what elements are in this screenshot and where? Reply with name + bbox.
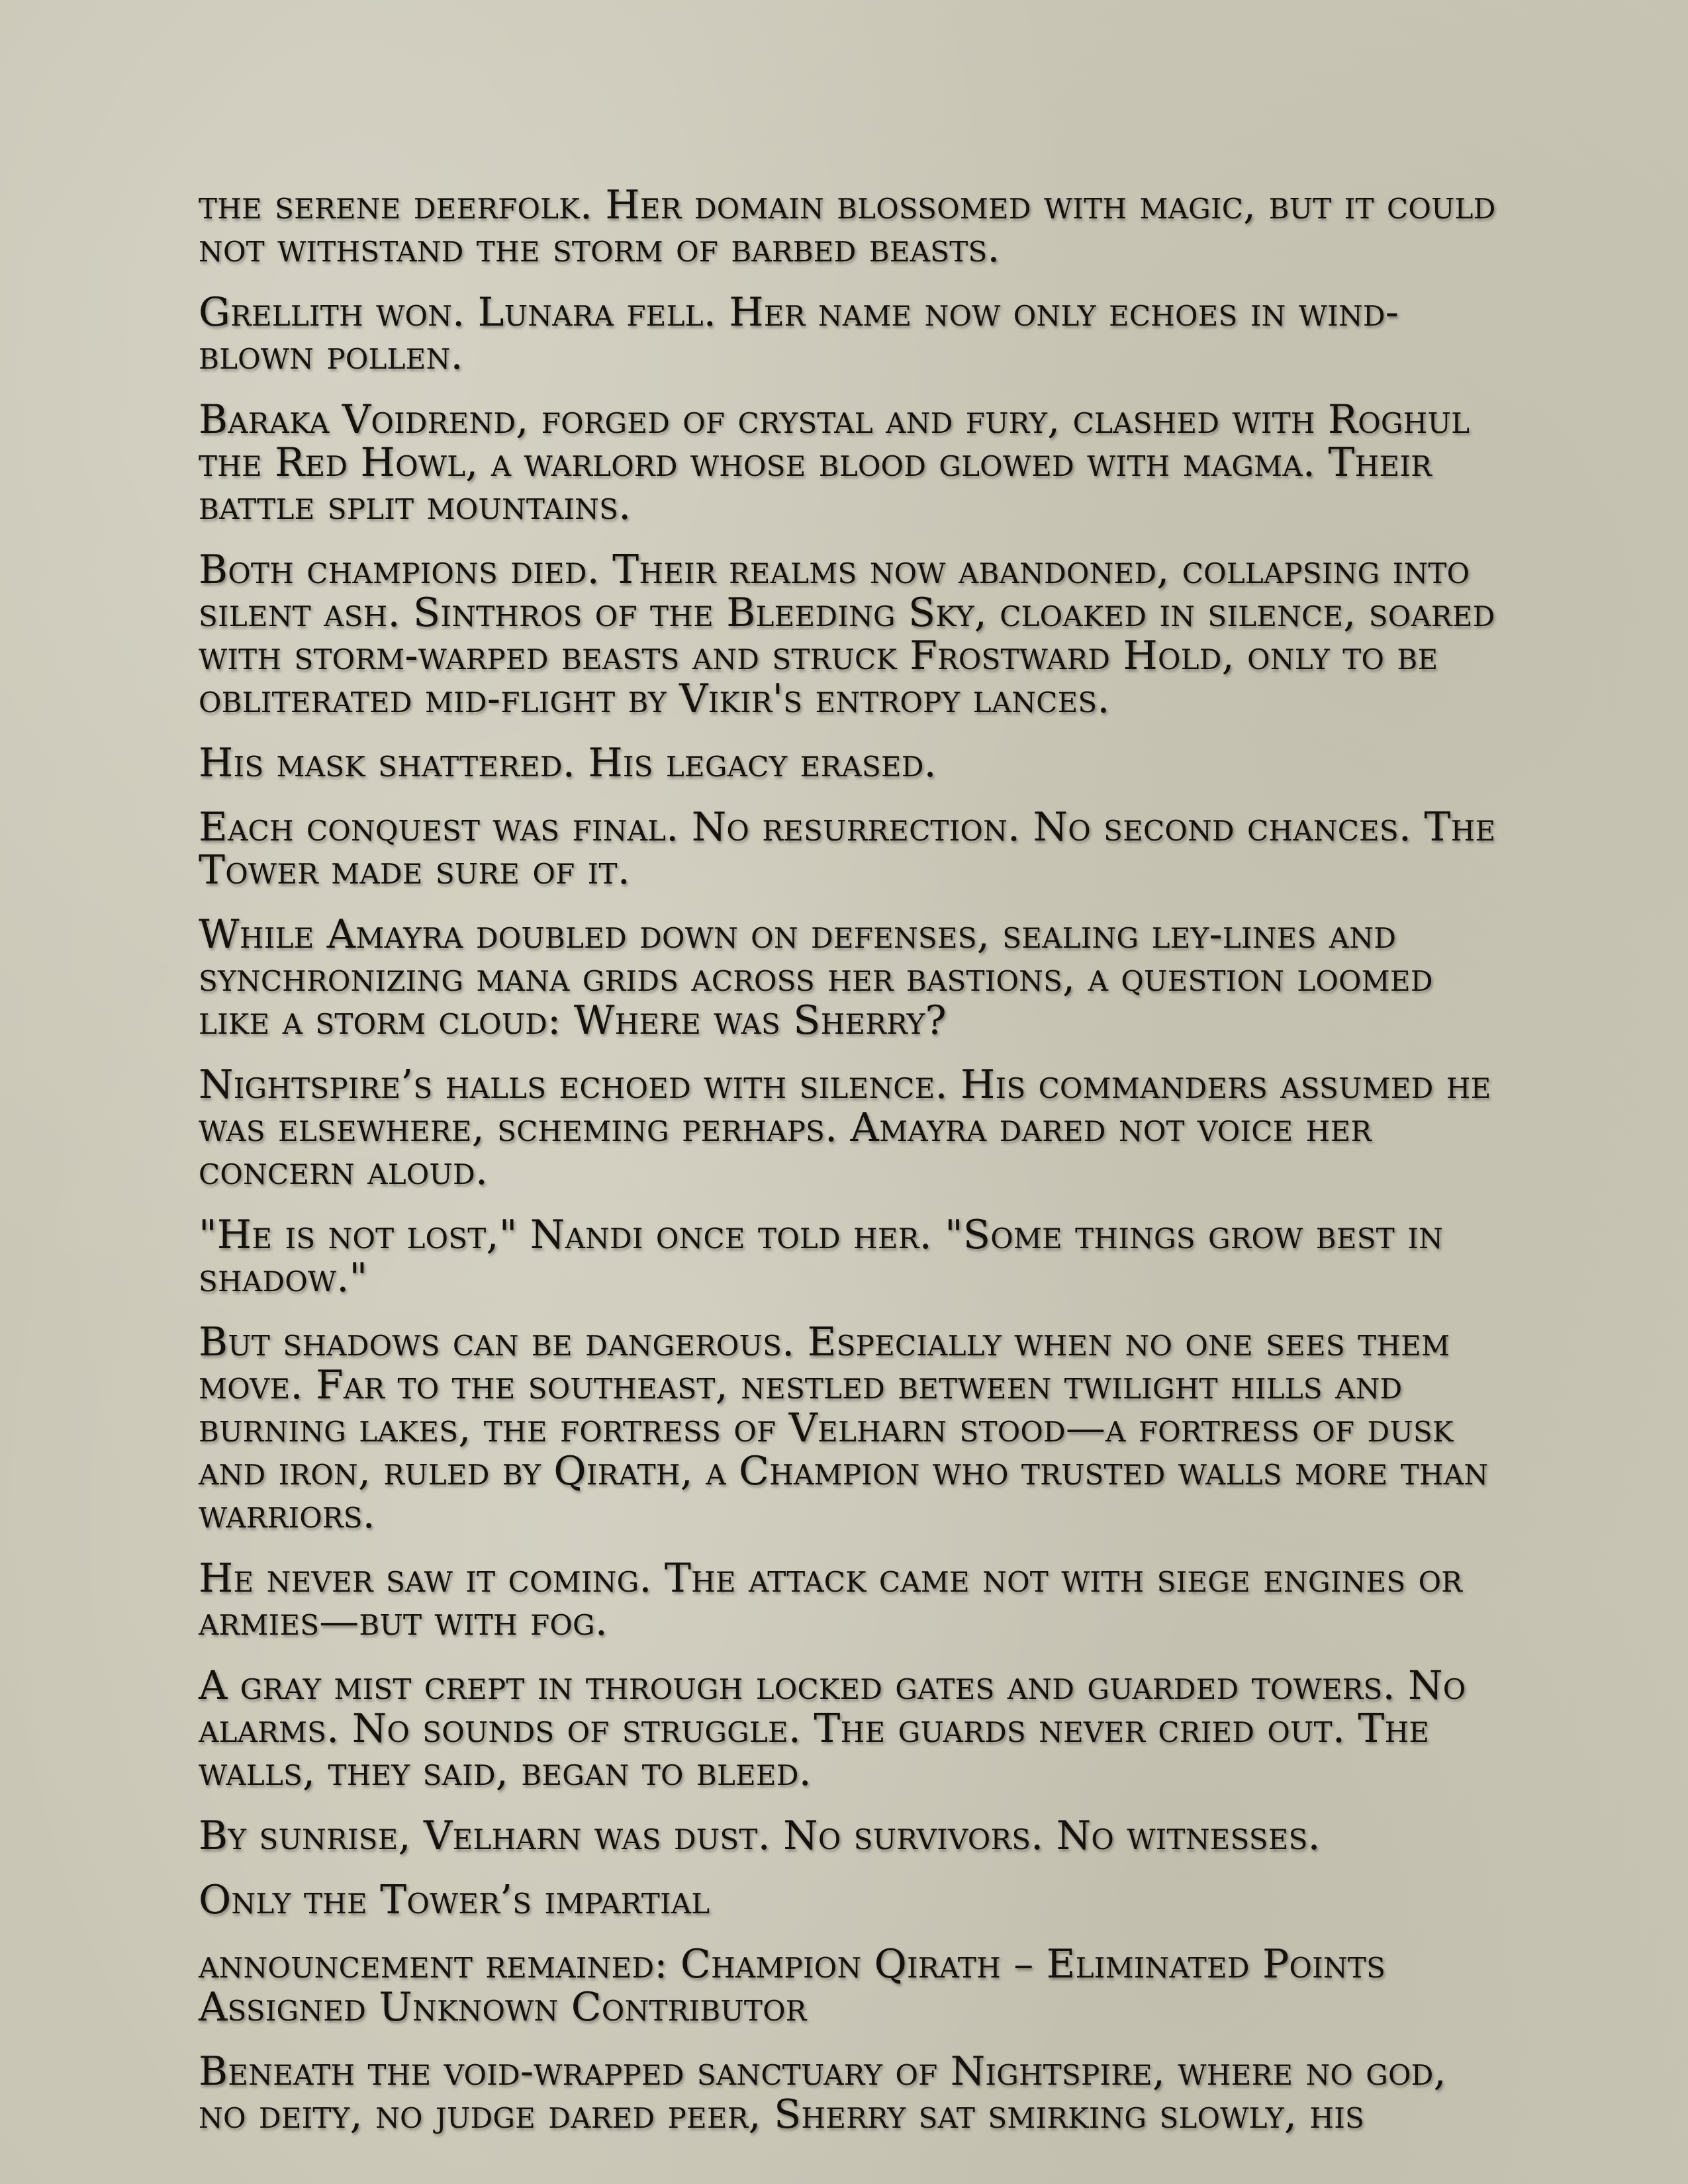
paragraph: While Amayra doubled down on defenses, sealing ley-lines and synchronizing mana grids across her bastions, a question loomed like a storm cloud: Where was Sherry? [199,911,1433,1044]
paragraph: Baraka Voidrend, forged of crystal and fury, clashed with Roghul the Red Howl, a warlord whose blood glowed with magma. Their battle split mountains. [199,396,1470,529]
paragraph: Each conquest was final. No resurrection. No second chances. The Tower made sure of it. [199,804,1496,893]
paragraph: Beneath the void-wrapped sanctuary of Nightspire, where no god, no deity, no judge dared peer, Sherry sat smirking slowly, his [199,2048,1446,2138]
paragraph: He never saw it coming. The attack came not with siege engines or armies—but with fog. [199,1555,1463,1645]
story-text [199,184,1496,2158]
paragraph: Grellith won. Lunara fell. Her name now only echoes in wind-blown pollen. [199,289,1399,379]
paragraph: Only the Tower’s impartial [199,1877,710,1923]
paragraph: Both champions died. Their realms now abandoned, collapsing into silent ash. Sinthros of the Bleeding Sky, cloaked in silence, soared with storm-warped beasts and struck Frostward Hold, only to be obliterated mid-flight by Vikir's entropy lances. [199,547,1495,722]
paragraph: the serene deerfolk. Her domain blossomed with magic, but it could not withstand the storm of barbed beasts. [199,182,1496,271]
paragraph: But shadows can be dangerous. Especially when no one sees them move. Far to the southeast, nestled between twilight hills and burning lakes, the fortress of Velharn stood—a fortress of dusk and iron, ruled by Qirath, a Champion who trusted walls more than warriors. [199,1319,1489,1537]
paragraph: A gray mist crept in through locked gates and guarded towers. No alarms. No sounds of struggle. The guards never cried out. The walls, they said, began to bleed. [199,1662,1466,1795]
paragraph: Nightspire’s halls echoed with silence. His commanders assumed he was elsewhere, scheming perhaps. Amayra dared not voice her concern aloud. [199,1062,1491,1194]
paragraph: "He is not lost," Nandi once told her. "Some things grow best in shadow." [199,1212,1443,1301]
paragraph: His mask shattered. His legacy erased. [199,740,937,786]
paragraph: announcement remained: Champion Qirath – Eliminated Points Assigned Unknown Contributor [199,1941,1386,2030]
paragraph: By sunrise, Velharn was dust. No survivors. No witnesses. [199,1813,1321,1859]
